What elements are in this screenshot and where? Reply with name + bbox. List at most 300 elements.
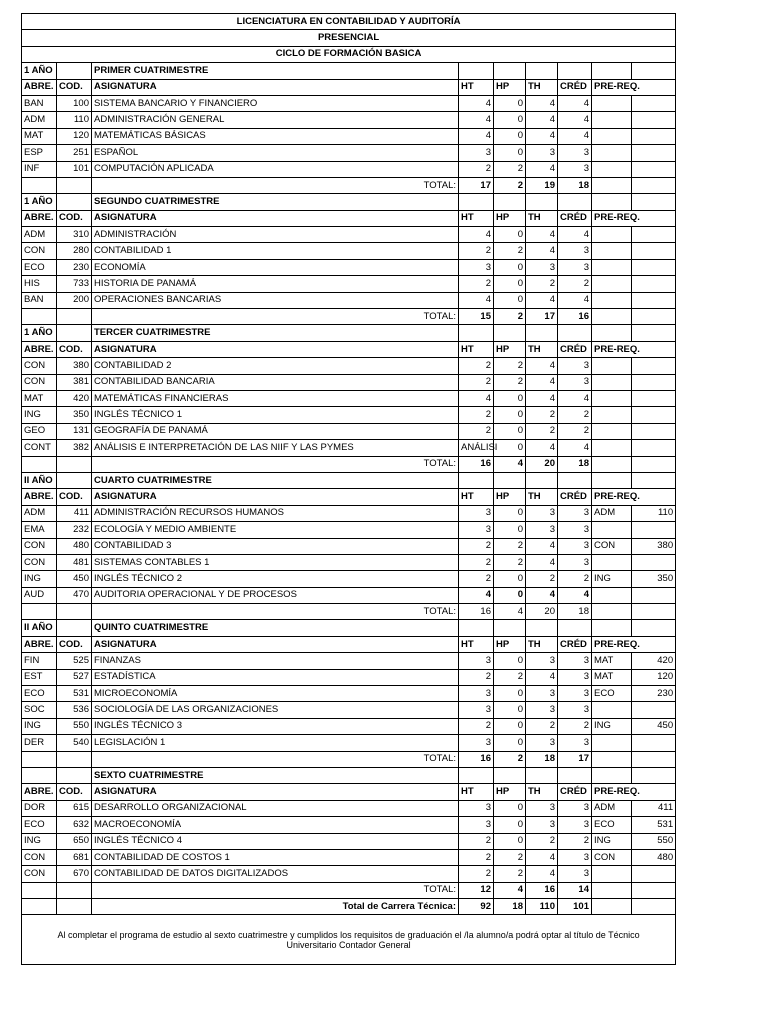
term-year: 1 AÑO: [22, 63, 57, 79]
course-abre: ECO: [22, 686, 57, 702]
course-prereq: [592, 390, 632, 406]
empty-cell: [57, 325, 92, 341]
empty-cell: [526, 63, 558, 79]
empty-cell: [558, 472, 592, 488]
total-credits: 18: [558, 604, 592, 620]
course-ht: ANÁLISI: [459, 440, 494, 456]
course-prereq-code: [632, 702, 676, 718]
col-header-hp: HP: [494, 636, 526, 652]
term-year: 1 AÑO: [22, 325, 57, 341]
course-name: ESTADÍSTICA: [92, 669, 459, 685]
col-header-ht: HT: [459, 489, 494, 505]
course-prereq-code: [632, 554, 676, 570]
course-ht: 4: [459, 390, 494, 406]
empty-cell: [22, 882, 57, 898]
col-header-asignatura: ASIGNATURA: [92, 210, 459, 226]
course-th: 4: [526, 95, 558, 111]
total-row: [22, 456, 676, 472]
col-header-asignatura: ASIGNATURA: [92, 341, 459, 357]
empty-cell: [22, 751, 57, 767]
course-abre: ADM: [22, 227, 57, 243]
col-header-th: TH: [526, 784, 558, 800]
empty-cell: [494, 472, 526, 488]
course-name: LEGISLACIÓN 1: [92, 735, 459, 751]
col-header-prereq-label: PRE-REQ.: [594, 343, 640, 355]
course-prereq: [592, 161, 632, 177]
total-ht: 16: [459, 456, 494, 472]
course-row: [22, 702, 676, 718]
col-header-abre: ABRE.: [22, 489, 57, 505]
course-prereq: [592, 358, 632, 374]
career-total-credits: 101: [558, 899, 592, 915]
course-abre: ING: [22, 571, 57, 587]
course-prereq: CON: [592, 849, 632, 865]
course-code: 110: [57, 112, 92, 128]
course-prereq: [592, 522, 632, 538]
course-row: [22, 128, 676, 144]
empty-cell: [459, 767, 494, 783]
empty-cell: [494, 63, 526, 79]
course-ht: 2: [459, 571, 494, 587]
course-name: CONTABILIDAD 2: [92, 358, 459, 374]
total-credits: 17: [558, 751, 592, 767]
col-header-prereq-label: PRE-REQ.: [594, 786, 640, 798]
empty-cell: [592, 456, 632, 472]
course-th: 4: [526, 390, 558, 406]
term-header-row: [22, 325, 676, 341]
col-header-cred: CRÉD: [558, 210, 592, 226]
course-th: 4: [526, 669, 558, 685]
course-th: 4: [526, 374, 558, 390]
empty-cell: [632, 194, 676, 210]
empty-cell: [558, 767, 592, 783]
course-hp: 0: [494, 587, 526, 603]
course-prereq: [592, 702, 632, 718]
course-name: CONTABILIDAD 3: [92, 538, 459, 554]
empty-cell: [57, 620, 92, 636]
course-th: 4: [526, 587, 558, 603]
col-header-prereq: [592, 79, 640, 95]
course-th: 2: [526, 718, 558, 734]
course-name: SISTEMA BANCARIO Y FINANCIERO: [92, 95, 459, 111]
course-row: [22, 95, 676, 111]
course-prereq: [592, 407, 632, 423]
total-label: TOTAL:: [92, 309, 459, 325]
course-abre: CON: [22, 554, 57, 570]
course-prereq: ECO: [592, 686, 632, 702]
col-header-cred: CRÉD: [558, 636, 592, 652]
course-prereq-code: [632, 358, 676, 374]
course-prereq-code: 380: [632, 538, 676, 554]
course-ht: 2: [459, 849, 494, 865]
total-hp: 2: [494, 309, 526, 325]
course-name: HISTORIA DE PANAMÁ: [92, 276, 459, 292]
course-name: INGLÉS TÉCNICO 1: [92, 407, 459, 423]
total-ht: 17: [459, 177, 494, 193]
course-ht: 3: [459, 505, 494, 521]
term-year: 1 AÑO: [22, 194, 57, 210]
empty-cell: [459, 620, 494, 636]
course-credits: 4: [558, 587, 592, 603]
total-credits: 14: [558, 882, 592, 898]
col-header-cred: CRÉD: [558, 489, 592, 505]
course-name: INGLÉS TÉCNICO 2: [92, 571, 459, 587]
course-name: MATEMÁTICAS FINANCIERAS: [92, 390, 459, 406]
course-name: MATEMÁTICAS BÁSICAS: [92, 128, 459, 144]
total-row: [22, 177, 676, 193]
course-th: 2: [526, 571, 558, 587]
course-code: 550: [57, 718, 92, 734]
course-th: 3: [526, 735, 558, 751]
course-code: 411: [57, 505, 92, 521]
course-ht: 2: [459, 407, 494, 423]
total-hp: 4: [494, 882, 526, 898]
empty-cell: [632, 63, 676, 79]
course-prereq: [592, 292, 632, 308]
course-ht: 4: [459, 292, 494, 308]
term-name: PRIMER CUATRIMESTRE: [92, 63, 459, 79]
course-prereq-code: 550: [632, 833, 676, 849]
col-header-cred: CRÉD: [558, 784, 592, 800]
course-name: MICROECONOMÍA: [92, 686, 459, 702]
course-ht: 4: [459, 95, 494, 111]
course-hp: 0: [494, 440, 526, 456]
empty-cell: [632, 325, 676, 341]
course-row: [22, 161, 676, 177]
col-header-prereq: [592, 784, 640, 800]
course-code: 632: [57, 817, 92, 833]
course-prereq: [592, 866, 632, 882]
empty-cell: [22, 309, 57, 325]
course-row: [22, 112, 676, 128]
course-name: ADMINISTRACIÓN: [92, 227, 459, 243]
course-ht: 3: [459, 259, 494, 275]
col-header-cod: COD.: [57, 341, 92, 357]
term-name: SEGUNDO CUATRIMESTRE: [92, 194, 459, 210]
course-abre: AUD: [22, 587, 57, 603]
course-hp: 0: [494, 833, 526, 849]
total-row: [22, 309, 676, 325]
course-prereq-code: [632, 292, 676, 308]
course-prereq-code: [632, 735, 676, 751]
empty-cell: [592, 63, 632, 79]
course-credits: 3: [558, 358, 592, 374]
title-row: [22, 14, 676, 30]
course-code: 450: [57, 571, 92, 587]
course-code: 100: [57, 95, 92, 111]
page-title-line: LICENCIATURA EN CONTABILIDAD Y AUDITORÍA: [22, 14, 676, 30]
term-name: SEXTO CUATRIMESTRE: [92, 767, 459, 783]
page-title-line: CICLO DE FORMACIÓN BASICA: [22, 46, 676, 62]
course-th: 3: [526, 522, 558, 538]
course-row: [22, 866, 676, 882]
course-credits: 4: [558, 95, 592, 111]
col-header-th: TH: [526, 210, 558, 226]
empty-cell: [592, 309, 632, 325]
course-th: 2: [526, 833, 558, 849]
col-header-prereq: [592, 210, 640, 226]
col-header-cod: COD.: [57, 489, 92, 505]
course-prereq: [592, 735, 632, 751]
total-ht: 16: [459, 604, 494, 620]
course-row: [22, 243, 676, 259]
total-th: 16: [526, 882, 558, 898]
course-abre: EMA: [22, 522, 57, 538]
empty-cell: [592, 899, 632, 915]
empty-cell: [558, 620, 592, 636]
course-row: [22, 259, 676, 275]
course-ht: 2: [459, 669, 494, 685]
col-header-abre: ABRE.: [22, 784, 57, 800]
course-hp: 0: [494, 259, 526, 275]
col-header-cod: COD.: [57, 636, 92, 652]
course-abre: INF: [22, 161, 57, 177]
empty-cell: [57, 309, 92, 325]
course-prereq-code: [632, 276, 676, 292]
course-credits: 3: [558, 817, 592, 833]
course-credits: 3: [558, 669, 592, 685]
course-row: [22, 817, 676, 833]
empty-cell: [632, 309, 676, 325]
empty-cell: [57, 767, 92, 783]
course-row: [22, 505, 676, 521]
col-header-prereq: [592, 341, 640, 357]
course-name: ADMINISTRACIÓN GENERAL: [92, 112, 459, 128]
course-abre: BAN: [22, 292, 57, 308]
course-prereq: ING: [592, 718, 632, 734]
term-year: [22, 767, 57, 783]
course-th: 3: [526, 800, 558, 816]
course-code: 527: [57, 669, 92, 685]
empty-cell: [494, 620, 526, 636]
col-header-hp: HP: [494, 210, 526, 226]
empty-cell: [526, 767, 558, 783]
course-name: SISTEMAS CONTABLES 1: [92, 554, 459, 570]
title-row: [22, 46, 676, 62]
course-ht: 3: [459, 817, 494, 833]
course-hp: 0: [494, 571, 526, 587]
course-credits: 3: [558, 243, 592, 259]
total-hp: 2: [494, 177, 526, 193]
course-code: 681: [57, 849, 92, 865]
column-header-row: [22, 79, 676, 95]
course-credits: 3: [558, 374, 592, 390]
course-prereq-code: 230: [632, 686, 676, 702]
course-ht: 2: [459, 243, 494, 259]
course-hp: 0: [494, 227, 526, 243]
empty-cell: [57, 194, 92, 210]
course-prereq-code: 411: [632, 800, 676, 816]
column-header-row: [22, 210, 676, 226]
course-abre: ECO: [22, 817, 57, 833]
course-abre: SOC: [22, 702, 57, 718]
course-name: GEOGRAFÍA DE PANAMÁ: [92, 423, 459, 439]
course-prereq-code: [632, 866, 676, 882]
course-hp: 0: [494, 112, 526, 128]
col-header-hp: HP: [494, 489, 526, 505]
course-prereq: [592, 423, 632, 439]
course-credits: 3: [558, 702, 592, 718]
course-row: [22, 669, 676, 685]
course-ht: 2: [459, 276, 494, 292]
empty-cell: [632, 472, 676, 488]
course-code: 232: [57, 522, 92, 538]
course-name: ESPAÑOL: [92, 145, 459, 161]
course-prereq-code: 350: [632, 571, 676, 587]
col-header-prereq-label: PRE-REQ.: [594, 638, 640, 650]
empty-cell: [592, 194, 632, 210]
empty-cell: [632, 604, 676, 620]
course-prereq-code: [632, 259, 676, 275]
term-header-row: [22, 472, 676, 488]
empty-cell: [592, 620, 632, 636]
course-credits: 3: [558, 849, 592, 865]
course-prereq: ADM: [592, 505, 632, 521]
course-prereq: MAT: [592, 669, 632, 685]
course-name: DESARROLLO ORGANIZACIONAL: [92, 800, 459, 816]
course-name: INGLÉS TÉCNICO 3: [92, 718, 459, 734]
term-year: II AÑO: [22, 472, 57, 488]
course-row: [22, 358, 676, 374]
total-label: TOTAL:: [92, 456, 459, 472]
empty-cell: [526, 194, 558, 210]
course-hp: 2: [494, 538, 526, 554]
course-ht: 2: [459, 161, 494, 177]
course-prereq-code: [632, 390, 676, 406]
course-prereq-code: [632, 374, 676, 390]
course-row: [22, 735, 676, 751]
total-hp: 2: [494, 751, 526, 767]
col-header-cod: COD.: [57, 210, 92, 226]
col-header-th: TH: [526, 636, 558, 652]
course-th: 3: [526, 653, 558, 669]
course-prereq-code: 531: [632, 817, 676, 833]
course-credits: 2: [558, 833, 592, 849]
course-ht: 4: [459, 112, 494, 128]
course-prereq: ECO: [592, 817, 632, 833]
footer-note: Al completar el programa de estudio al sexto cuatrimestre y cumplidos los requisitos de graduación el /la alumno/a podrá optar al título de Técnico Universitario Contador General: [22, 915, 676, 965]
empty-cell: [592, 325, 632, 341]
term-header-row: [22, 194, 676, 210]
course-code: 310: [57, 227, 92, 243]
course-abre: ADM: [22, 505, 57, 521]
empty-cell: [57, 882, 92, 898]
course-ht: 3: [459, 145, 494, 161]
course-name: AUDITORIA OPERACIONAL Y DE PROCESOS: [92, 587, 459, 603]
col-header-th: TH: [526, 341, 558, 357]
course-abre: CON: [22, 866, 57, 882]
total-credits: 16: [558, 309, 592, 325]
course-code: 280: [57, 243, 92, 259]
course-abre: CON: [22, 849, 57, 865]
course-name: CONTABILIDAD DE COSTOS 1: [92, 849, 459, 865]
empty-cell: [592, 177, 632, 193]
course-prereq-code: 450: [632, 718, 676, 734]
course-th: 4: [526, 440, 558, 456]
column-header-row: [22, 489, 676, 505]
total-th: 20: [526, 604, 558, 620]
empty-cell: [632, 767, 676, 783]
course-code: 536: [57, 702, 92, 718]
course-th: 3: [526, 686, 558, 702]
course-abre: EST: [22, 669, 57, 685]
term-name: QUINTO CUATRIMESTRE: [92, 620, 459, 636]
course-hp: 0: [494, 653, 526, 669]
course-row: [22, 423, 676, 439]
column-header-row: [22, 341, 676, 357]
course-ht: 2: [459, 538, 494, 554]
term-year: II AÑO: [22, 620, 57, 636]
course-name: MACROECONOMÍA: [92, 817, 459, 833]
empty-cell: [558, 194, 592, 210]
course-prereq-code: [632, 522, 676, 538]
course-row: [22, 390, 676, 406]
col-header-cred: CRÉD: [558, 79, 592, 95]
career-total-label: Total de Carrera Técnica:: [92, 899, 459, 915]
course-ht: 3: [459, 522, 494, 538]
col-header-ht: HT: [459, 210, 494, 226]
course-row: [22, 686, 676, 702]
empty-cell: [592, 751, 632, 767]
course-th: 4: [526, 243, 558, 259]
course-hp: 0: [494, 95, 526, 111]
course-ht: 4: [459, 128, 494, 144]
course-abre: CON: [22, 358, 57, 374]
course-th: 3: [526, 505, 558, 521]
course-name: OPERACIONES BANCARIAS: [92, 292, 459, 308]
course-prereq-code: 110: [632, 505, 676, 521]
empty-cell: [526, 325, 558, 341]
course-abre: BAN: [22, 95, 57, 111]
term-name: TERCER CUATRIMESTRE: [92, 325, 459, 341]
course-hp: 0: [494, 702, 526, 718]
course-th: 4: [526, 292, 558, 308]
course-hp: 0: [494, 423, 526, 439]
course-credits: 3: [558, 259, 592, 275]
course-prereq-code: [632, 161, 676, 177]
course-ht: 2: [459, 374, 494, 390]
course-credits: 3: [558, 505, 592, 521]
empty-cell: [57, 177, 92, 193]
empty-cell: [558, 63, 592, 79]
empty-cell: [22, 604, 57, 620]
course-prereq: [592, 440, 632, 456]
course-code: 531: [57, 686, 92, 702]
course-hp: 2: [494, 161, 526, 177]
course-prereq: [592, 227, 632, 243]
course-row: [22, 587, 676, 603]
course-credits: 4: [558, 128, 592, 144]
course-row: [22, 849, 676, 865]
course-prereq: [592, 95, 632, 111]
course-th: 4: [526, 866, 558, 882]
course-th: 4: [526, 112, 558, 128]
course-code: 101: [57, 161, 92, 177]
course-abre: DER: [22, 735, 57, 751]
course-abre: MAT: [22, 128, 57, 144]
empty-cell: [494, 194, 526, 210]
course-credits: 3: [558, 800, 592, 816]
course-abre: ECO: [22, 259, 57, 275]
empty-cell: [632, 620, 676, 636]
course-code: 350: [57, 407, 92, 423]
course-hp: 0: [494, 800, 526, 816]
course-code: 615: [57, 800, 92, 816]
course-hp: 0: [494, 390, 526, 406]
course-name: ECONOMÍA: [92, 259, 459, 275]
course-ht: 3: [459, 800, 494, 816]
total-th: 18: [526, 751, 558, 767]
